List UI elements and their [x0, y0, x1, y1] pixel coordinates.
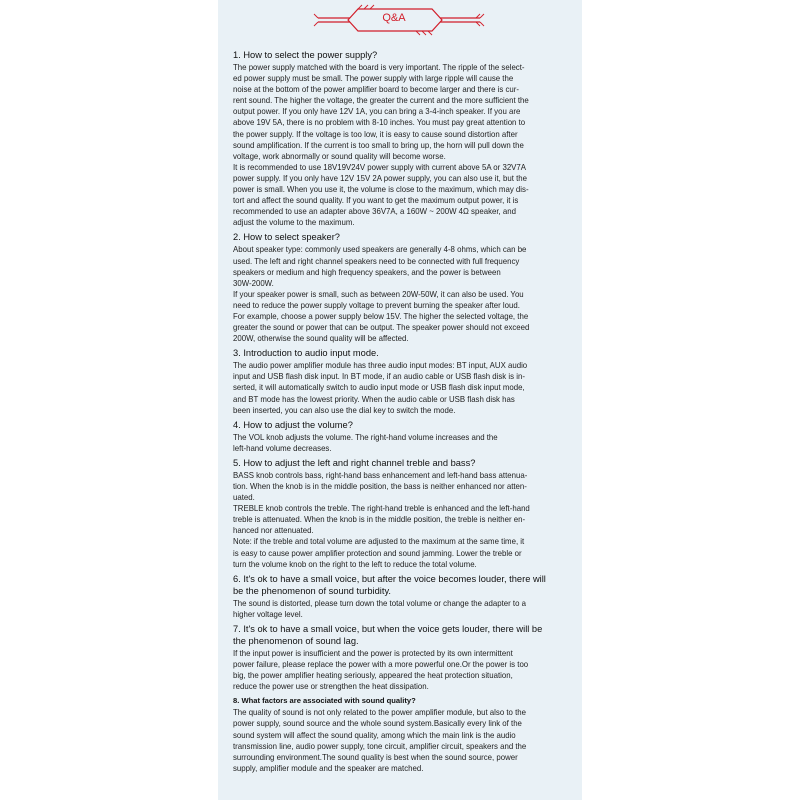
body-text-line: used. The left and right channel speakers need to be connected with full frequency: [233, 256, 520, 266]
body-text-line: left-hand volume decreases.: [233, 443, 332, 453]
body-text-line: adjust the volume to the maximum.: [233, 218, 355, 228]
body-text-line: uated.: [233, 493, 255, 503]
body-text-line: above 19V 5A, there is no problem with 8-10 inches. You must pay great attention to: [233, 118, 526, 128]
body-text-line: BASS knob controls bass, right-hand bass enhancement and left-hand bass attenua-: [233, 470, 528, 480]
body-text-line: The quality of sound is not only related to the power amplifier module, but also to the: [233, 708, 527, 718]
body-text-line: hanced nor attenuated.: [233, 526, 314, 536]
qa-section: [233, 573, 569, 623]
body-text-line: power supply, sound source and the whole sound system.Basically every link of the: [233, 719, 522, 729]
body-text-line: supply, amplifier module and the speaker are matched.: [233, 763, 424, 773]
body-text-line: turn the volume knob on the right to the left to reduce the total volume.: [233, 559, 477, 569]
qa-section: [233, 457, 569, 573]
body-text-line: tion. When the knob is in the middle position, the bass is neither enhanced nor atten-: [233, 482, 527, 491]
body-text-line: power supply. If you only have 12V 15V 2A power supply, you can also use it, but the: [233, 173, 528, 183]
body-text-line: ed power supply must be small. The power supply with large ripple will cause the: [233, 74, 514, 84]
body-text-line: noise at the bottom of the power amplifier board to become larger and there is cur-: [233, 85, 520, 95]
section-question: 7. It's ok to have a small voice, but when the voice gets louder, there will be: [233, 623, 543, 634]
section-question-continued: the phenomenon of sound lag.: [233, 635, 359, 646]
body-text-line: output power. If you only have 12V 1A, you can bring a 3-4-inch speaker. If you are: [233, 107, 521, 117]
body-text-line: input and USB flash disk input. In BT mode, if an audio cable or USB flash disk is in-: [233, 372, 525, 382]
body-text-line: If your speaker power is small, such as between 20W-50W, it can also be used. You: [233, 289, 524, 299]
body-text-line: higher voltage level.: [233, 609, 303, 619]
qa-section: [233, 49, 569, 231]
body-text-line: power is small. When you use it, the volume is close to the maximum, which may dis-: [233, 185, 529, 195]
qa-section: [233, 419, 569, 457]
qa-section: [233, 231, 569, 347]
body-text-line: recommended to use an adapter above 36V7A, a 160W ~ 200W 4Ω speaker, and: [233, 207, 516, 217]
section-question: 6. It's ok to have a small voice, but after the voice becomes louder, there will: [233, 573, 546, 584]
body-text-line: Note: if the treble and total volume are adjusted to the maximum at the same time, it: [233, 537, 525, 547]
body-text-line: speakers or medium and high frequency speakers, and the power is between: [233, 267, 501, 277]
body-text-line: The sound is distorted, please turn down the total volume or change the adapter to a: [233, 598, 527, 608]
body-text-line: need to reduce the power supply voltage to prevent burning the speaker after loud.: [233, 300, 520, 310]
body-text-line: 30W-200W.: [233, 278, 274, 288]
body-text-line: sound amplification. If the current is too small to bring up, the horn will pull down the: [233, 140, 524, 150]
body-text-line: been inserted, you can also use the dial key to switch the mode.: [233, 405, 456, 415]
body-text-line: transmission line, audio power supply, tone circuit, amplifier circuit, speakers and the: [233, 741, 527, 751]
section-question: 3. Introduction to audio input mode.: [233, 348, 379, 359]
body-text-line: treble is attenuated. When the knob is in the middle position, the treble is neither en-: [233, 515, 526, 525]
body-text-line: sound system will affect the sound quality, among which the main link is the audio: [233, 730, 516, 740]
body-text-line: It is recommended to use 18V19V24V power supply with current above 5A or 32V7A: [233, 162, 527, 172]
qa-badge: Q&A: [382, 12, 406, 24]
qa-section: [233, 695, 569, 777]
body-text-line: The VOL knob adjusts the volume. The right-hand volume increases and the: [233, 432, 498, 442]
body-text-line: For example, choose a power supply below 15V. The higher the selected voltage, the: [233, 311, 529, 321]
section-question: 8. What factors are associated with sound quality?: [233, 696, 416, 706]
body-text-line: surrounding environment.The sound quality is best when the sound source, power: [233, 752, 518, 762]
body-text-line: The audio power amplifier module has three audio input modes: BT input, AUX audio: [233, 361, 528, 371]
qa-section: [233, 347, 569, 418]
section-question: 4. How to adjust the volume?: [233, 419, 353, 430]
body-text-line: The power supply matched with the board is very important. The ripple of the select-: [233, 63, 525, 72]
section-question-continued: be the phenomenon of sound turbidity.: [233, 585, 391, 596]
body-text-line: and BT mode has the lowest priority. When the audio cable or USB flash disk has: [233, 394, 515, 404]
body-text-line: reduce the power use or strengthen the heat dissipation.: [233, 682, 429, 692]
body-text-line: the power supply. If the voltage is too low, it is easy to cause sound distortion after: [233, 129, 518, 139]
qa-section: [233, 623, 569, 695]
qa-page: [218, 0, 582, 800]
body-text-line: If the input power is insufficient and the power is protected by its own intermittent: [233, 648, 513, 658]
body-text-line: big, the power amplifier heating seriously, appeared the heat protection situation,: [233, 671, 513, 681]
body-text-line: tort and affect the sound quality. If you want to get the maximum output power, it is: [233, 196, 519, 206]
body-text-line: 200W, otherwise the sound quality will be affected.: [233, 334, 409, 344]
section-question: 2. How to select speaker?: [233, 232, 340, 243]
qa-header: [218, 0, 582, 40]
body-text-line: power failure, please replace the power with a more powerful one.Or the power is too: [233, 660, 529, 670]
body-text-line: TREBLE knob controls the treble. The right-hand treble is enhanced and the left-hand: [233, 504, 530, 514]
qa-content: [233, 49, 569, 777]
body-text-line: greater the sound or power that can be output. The speaker power should not exceed: [233, 323, 530, 333]
section-question: 1. How to select the power supply?: [233, 50, 378, 60]
body-text-line: voltage, work abnormally or sound quality will become worse.: [233, 151, 446, 161]
section-question: 5. How to adjust the left and right channel treble and bass?: [233, 457, 476, 468]
body-text-line: About speaker type: commonly used speakers are generally 4-8 ohms, which can be: [233, 245, 527, 255]
body-text-line: serted, it will automatically switch to audio input mode or USB flash disk input mode,: [233, 383, 525, 393]
body-text-line: is easy to cause power amplifier protection and sound jamming. Lower the treble or: [233, 548, 522, 558]
body-text-line: rent sound. The higher the voltage, the greater the current and the more sufficient the: [233, 96, 529, 106]
